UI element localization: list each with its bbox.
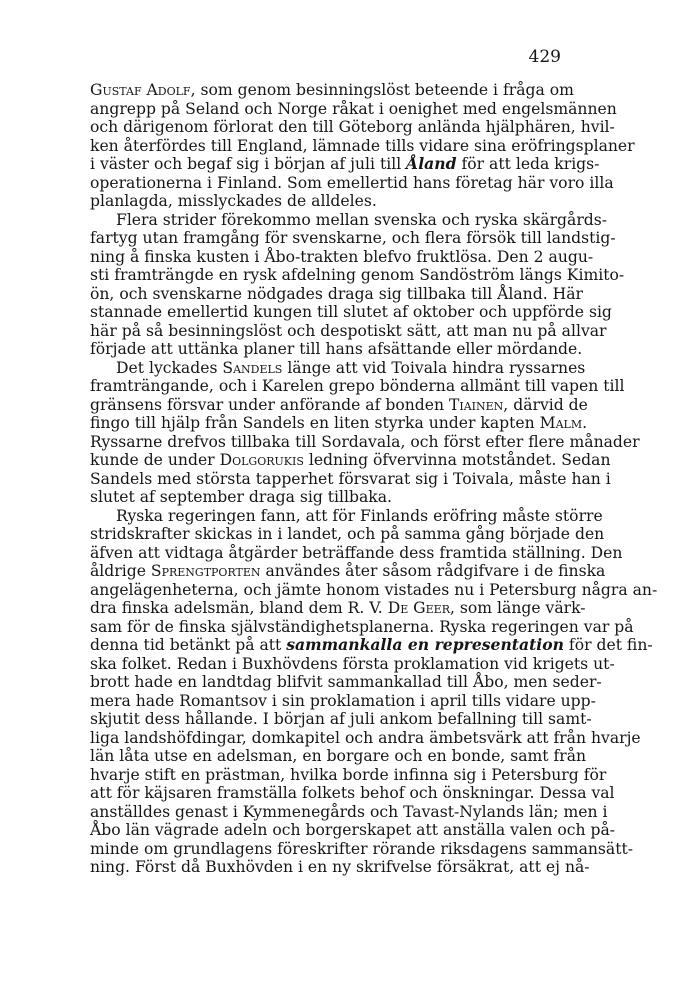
text-run: här på så besinningslöst och despotiskt sätt, att man nu på allvar (90, 321, 607, 340)
text-run: äfven att vidtaga åtgärder beträffande dess framtida ställning. Den (90, 543, 623, 562)
text-line (90, 691, 596, 711)
text-run: Åbo län vägrade adeln och borgerskapet att anställa valen och på- (90, 821, 616, 839)
text-run: , som länge värk- (449, 599, 586, 617)
text-line (90, 303, 612, 322)
paragraph (90, 210, 625, 359)
text-run: angelägenheterna, och jämte honom vistades nu i Petersburg några an- (90, 580, 658, 599)
text-line (90, 173, 614, 193)
text-line (90, 728, 641, 748)
text-line (90, 192, 562, 211)
text-run: sti framträngde en rysk afdelning genom Sandöström längs Kimito- (90, 266, 625, 284)
text-run: länge att vid Toivala hindra ryssarnes (282, 358, 586, 377)
body-text (90, 81, 658, 877)
text-run: hvarje stift en prästman, hvilka borde infinna sig i Petersburg för (90, 765, 607, 784)
text-line (90, 673, 602, 692)
text-run: ska folket. Redan i Buxhövdens första proklamation vid krigets ut- (90, 654, 615, 673)
text-line (90, 247, 594, 267)
paragraph (90, 358, 640, 507)
text-line (90, 747, 587, 766)
emphasis: sammankalla en representation (286, 635, 564, 654)
text-line (90, 284, 583, 304)
text-run: ledning öfvervinna motståndet. Sedan (303, 451, 611, 469)
text-run: liga landshöfdingar, domkapitel och andra ämbetsvärk att från hvarje (90, 728, 641, 747)
name-small-caps: Malm (539, 414, 583, 432)
name-small-caps: Tiainen (448, 395, 504, 414)
text-run: denna tid betänkt på att (90, 636, 287, 654)
text-run: län låta utse en adelsman, en borgare och en bonde, samt från (90, 747, 587, 765)
name-small-caps: Sprengtporten (150, 562, 261, 580)
text-run: stannade emellertid kungen till slutet af oktober och uppförde sig (90, 303, 612, 321)
text-line (90, 469, 611, 489)
text-line (90, 580, 658, 600)
text-run: ning. Först då Buxhövden i en ny skrifvelse försäkrat, att ej nå- (90, 858, 590, 876)
text-run: ning å finska kusten i Åbo-trakten blefvo fruktlösa. Den 2 augu- (90, 247, 594, 266)
text-run: operationerna i Finland. Som emellertid hans företag här voro illa (90, 173, 614, 192)
text-run: fingo till hjälp från Sandels en liten styrka under kapten (90, 414, 540, 432)
text-line (90, 802, 608, 822)
text-line (90, 229, 616, 248)
text-run: angrepp på Seland och Norge råkat i oenighet med engelsmännen (90, 99, 617, 118)
text-run: gränsens försvar under anförande af bonden (90, 395, 449, 414)
text-run: slutet af september draga sig tillbaka. (90, 488, 392, 506)
text-run: i väster och begaf sig i början af juli till (90, 155, 407, 173)
emphasis: Åland (406, 154, 457, 173)
text-run: fartyg utan framgång för svenskarne, och flera försök till landstig- (90, 229, 616, 247)
text-run: Ryssarne drefvos tillbaka till Sordavala, och först efter flere månader (90, 432, 640, 451)
text-line (90, 617, 634, 637)
text-line (90, 839, 634, 859)
text-line (90, 858, 590, 877)
text-run: mera hade Romantsov i sin proklamation i april tills vidare upp- (90, 691, 596, 710)
text-line (90, 154, 600, 174)
text-line (90, 710, 592, 729)
text-run: stridskrafter skickas in i landet, och på samma gång började den (90, 525, 605, 543)
page-number: 429 (528, 47, 561, 67)
text-line (90, 210, 608, 230)
paragraph (90, 81, 635, 211)
text-run: Flera strider förekommo mellan svenska och ryska skärgårds- (116, 210, 608, 229)
text-run: Ryska regeringen fann, att för Finlands eröfring måste större (116, 506, 603, 525)
text-run: för det fin- (563, 636, 653, 654)
text-run: , därvid de (503, 395, 588, 414)
text-line (90, 340, 583, 359)
text-line (90, 654, 615, 674)
text-line (90, 266, 625, 285)
text-run: Det lyckades (116, 358, 223, 377)
text-run: . (582, 414, 588, 432)
text-line (90, 525, 605, 544)
text-run: anställdes genast i Kymmenegårds och Tavast-Nylands län; men i (90, 802, 608, 821)
text-run: åldrige (90, 562, 151, 580)
text-line (90, 821, 616, 840)
text-line (90, 321, 607, 341)
name-small-caps: Dolgorukis (219, 451, 304, 469)
text-line (90, 488, 562, 507)
name-small-caps: Sandels (222, 358, 283, 377)
text-line (90, 81, 574, 100)
text-run: och därigenom förlorat den till Göteborg anlända hjälphären, hvil- (90, 118, 615, 136)
text-run: att för käjsaren framställa folkets behof och önskningar. Dessa val (90, 784, 615, 802)
text-line (90, 506, 603, 526)
text-line (90, 451, 611, 470)
text-run: ön, och svenskarne nödgades draga sig tillbaka till Åland. Här (90, 284, 583, 303)
text-run: för att leda krigs- (456, 155, 600, 173)
text-line (90, 99, 617, 119)
text-run: användes åter såsom rådgifvare i de finska (260, 562, 606, 580)
text-run: Sandels med största tapperhet försvarat sig i Toivala, måste han i (90, 469, 611, 488)
text-line (90, 136, 635, 156)
text-run: brott hade en landtdag blifvit sammankallad till Åbo, men seder- (90, 673, 602, 691)
text-line (90, 395, 588, 415)
text-run: framträngande, och i Karelen grepo bönderna allmänt till vapen till (90, 377, 625, 395)
text-run: förjade att uttänka planer till hans afsättande eller mördande. (90, 340, 583, 358)
text-run: dra finska adelsmän, bland dem R. V. (90, 599, 388, 617)
paragraph (90, 506, 658, 877)
text-line (90, 599, 586, 618)
text-run: planlagda, misslyckades de alldeles. (90, 192, 377, 210)
text-line (90, 765, 607, 785)
text-line (90, 118, 615, 137)
text-line (90, 784, 615, 803)
text-line (90, 543, 623, 563)
text-run: minde om grundlagens föreskrifter rörande riksdagens sammansätt- (90, 839, 634, 858)
text-line (90, 358, 586, 378)
text-run: sam för de finska självständighetsplanerna. Ryska regeringen var på (90, 617, 634, 636)
name-small-caps: Gustaf Adolf (90, 81, 191, 99)
text-run: ken återfördes till England, lämnade tills vidare sina eröfringsplaner (90, 136, 635, 155)
text-run: kunde de under (90, 451, 220, 469)
text-line (90, 635, 653, 655)
text-line (90, 377, 625, 396)
name-small-caps: De Geer (387, 599, 450, 617)
text-run: , som genom besinningslöst beteende i fråga om (190, 81, 574, 99)
text-line (90, 562, 606, 581)
text-line (90, 432, 640, 452)
text-line (90, 414, 588, 433)
text-run: skjutit dess hållande. I början af juli ankom befallning till samt- (90, 710, 592, 728)
